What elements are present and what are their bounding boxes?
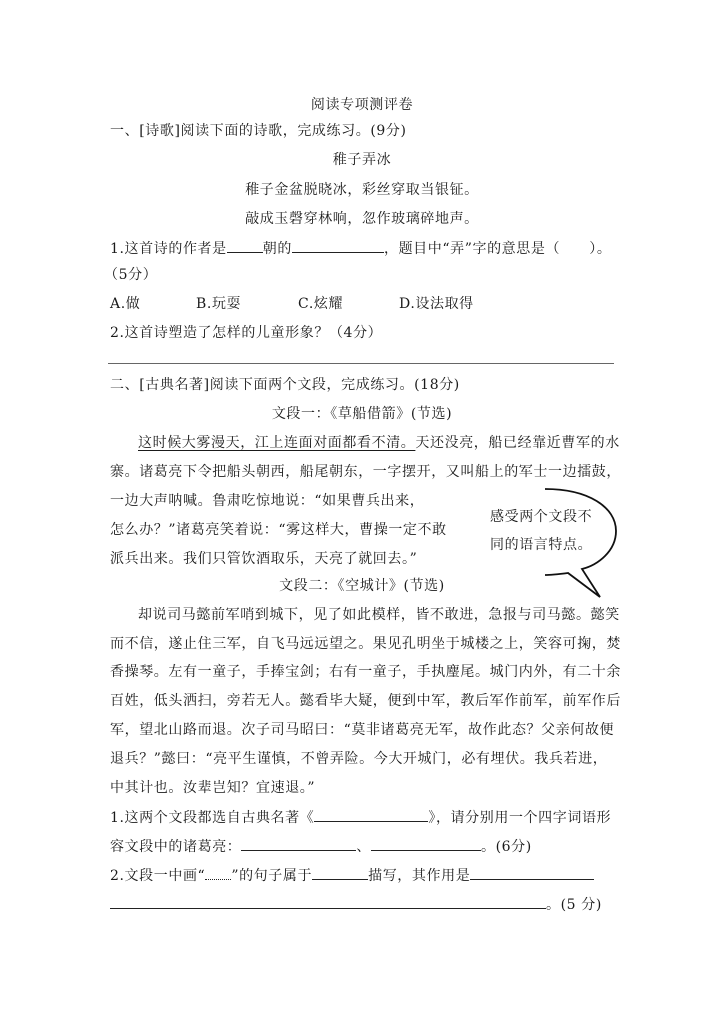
section1-heading: 一、[诗歌]阅读下面的诗歌，完成练习。(9分) <box>110 123 407 139</box>
passage1-line-3: 一边大声呐喊。鲁肃吃惊地说：“如果曹兵出来， <box>110 493 425 509</box>
option-a[interactable]: A.做 <box>110 296 141 312</box>
passage1-line-2: 寨。诸葛亮下令把船头朝西，船尾朝东，一字摆开，又叫船上的军士一边擂鼓， <box>110 464 621 480</box>
bubble-text-line-2: 同的语言特点。 <box>490 537 593 553</box>
answer-blank-description-type[interactable] <box>312 865 368 880</box>
passage2-line-5: 军，望北山路而退。次子司马昭曰：“莫非诸葛亮无军，故作此态？父亲何故便 <box>110 722 615 738</box>
underlined-sentence: 这时候大雾漫天，江上连面对面都看不清。 <box>138 435 416 451</box>
section2-heading: 二、[古典名著]阅读下面两个文段，完成练习。(18分) <box>110 377 460 393</box>
poem-line-1: 稚子金盆脱晓冰，彩丝穿取当银钲。 <box>245 182 479 198</box>
page-title: 阅读专项测评卷 <box>310 97 414 113</box>
s2-question-1-line-1: 1.这两个文段都选自古典名著《 》，请分别用一个四字词语形 <box>110 807 611 827</box>
passage2-line-4: 百姓，低头洒扫，旁若无人。懿看毕大疑，便到中军，教后军作前军，前军作后 <box>110 693 621 709</box>
s2-question-2-line-2: 。(5 分) <box>110 894 602 914</box>
s2-question-2-line-1: 2.文段一中画“ ”的句子属于 描写，其作用是 <box>110 865 594 885</box>
option-b[interactable]: B.玩耍 <box>196 296 242 312</box>
answer-blank-effect-1[interactable] <box>470 865 594 880</box>
passage2-line-6: 退兵？”懿曰：“亮平生谨慎，不曾弄险。今大开城门，必有埋伏。我兵若进， <box>110 751 608 767</box>
underline-mark-sample <box>205 865 231 880</box>
passage2-title: 文段二：《空城计》(节选) <box>279 578 445 594</box>
passage2-line-2: 而不信，遂止住三军，自飞马远远望之。果见孔明坐于城楼之上，笑容可掬，焚 <box>110 636 621 652</box>
bubble-text-line-1: 感受两个文段不 <box>490 509 593 525</box>
passage2-line-1: 却说司马懿前军哨到城下，见了如此模样，皆不敢进，急报与司马懿。懿笑 <box>138 607 620 623</box>
s1-question-2: 2.这首诗塑造了怎样的儿童形象？（4分） <box>110 325 383 341</box>
passage1-title: 文段一：《草船借箭》(节选) <box>271 406 453 422</box>
passage1-line-4: 怎么办？”诸葛亮笑着说：“雾这样大，曹操一定不敢 <box>110 522 447 538</box>
answer-blank-dynasty[interactable] <box>227 238 263 253</box>
answer-line-s1-q2[interactable] <box>108 363 614 364</box>
s1-question-1: 1.这首诗的作者是 朝的 ，题目中“弄”字的意思是（ ）。 <box>110 238 611 258</box>
poem-line-2: 敲成玉磬穿林响，忽作玻璃碎地声。 <box>245 211 479 227</box>
answer-blank-effect-2[interactable] <box>110 894 546 909</box>
option-d[interactable]: D.设法取得 <box>399 296 474 312</box>
passage1-line-5: 派兵出来。我们只管饮酒取乐，天亮了就回去。” <box>110 551 418 567</box>
passage2-line-7: 中其计也。汝辈岂知？宜速退。” <box>110 780 316 796</box>
option-c[interactable]: C.炫耀 <box>298 296 344 312</box>
answer-blank-idiom-2[interactable] <box>371 836 481 851</box>
passage1-line-1: 这时候大雾漫天，江上连面对面都看不清。天还没亮，船已经靠近曹军的水 <box>138 435 620 451</box>
s1-q1-score: （5分） <box>104 267 158 283</box>
answer-blank-idiom-1[interactable] <box>241 836 356 851</box>
poem-title: 稚子弄冰 <box>332 152 392 168</box>
s2-question-1-line-2: 容文段中的诸葛亮： 、 。(6分) <box>110 836 532 856</box>
answer-blank-book[interactable] <box>314 807 428 822</box>
answer-blank-author[interactable] <box>292 238 384 253</box>
passage2-line-3: 香操琴。左有一童子，手捧宝剑；右有一童子，手执麈尾。城门内外，有二十余 <box>110 664 621 680</box>
